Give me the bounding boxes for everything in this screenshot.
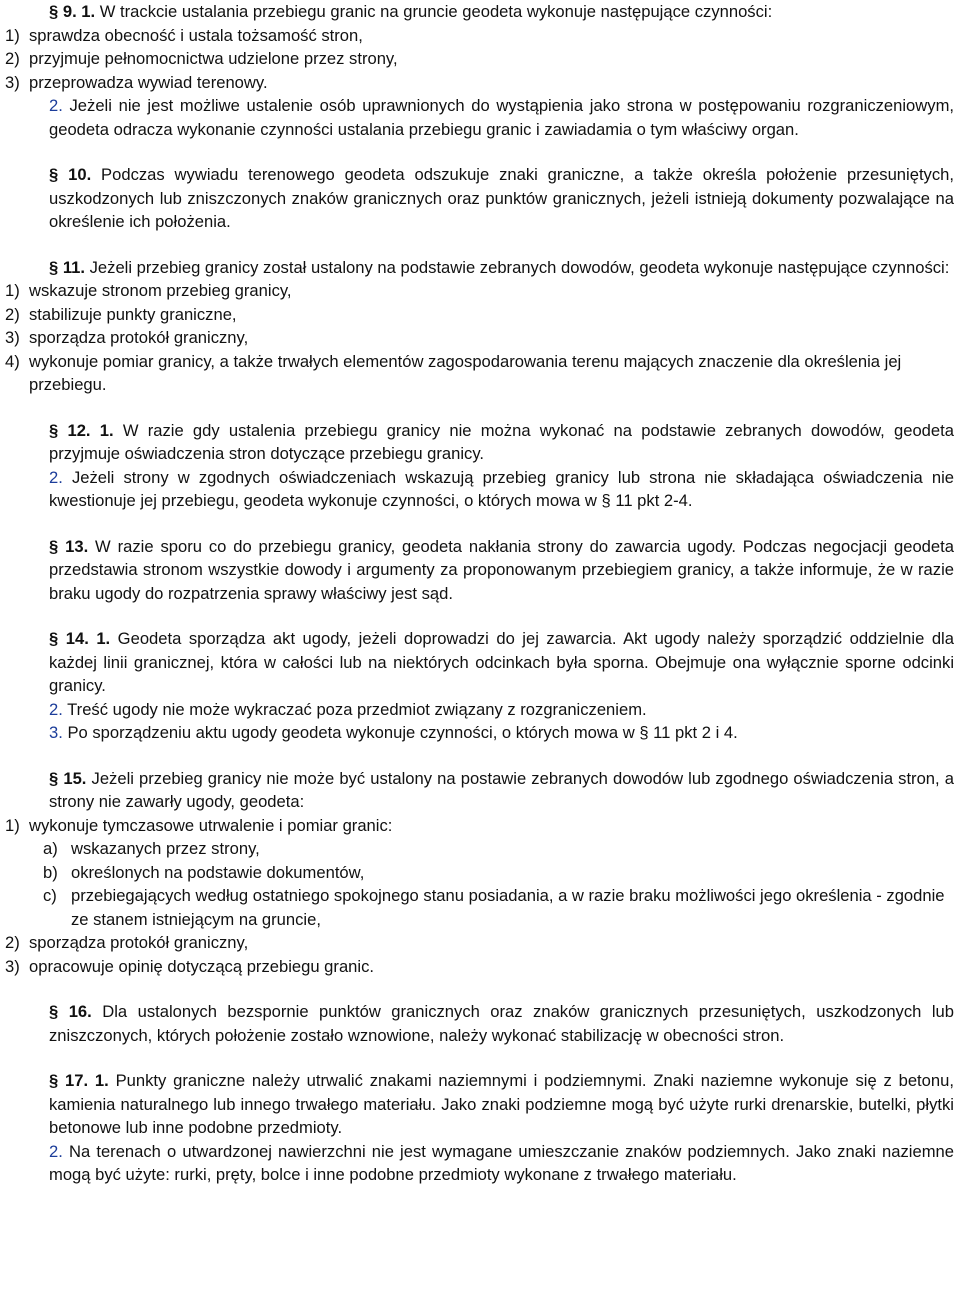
- section-14-paragraph-3: 3. Po sporządzeniu aktu ugody geodeta wykonuje czynności, o których mowa w § 11 pkt 2 i 4.: [49, 723, 738, 742]
- list-item: 1) sprawdza obecność i ustala tożsamość stron,: [5, 25, 363, 45]
- section-11-number: 11.: [62, 257, 86, 277]
- section-15-number: 15.: [63, 768, 87, 788]
- section-11-lead: § 11. Jeżeli przebieg granicy został ustalony na podstawie zebranych dowodów, geodeta wykonuje następujące czynności:: [49, 257, 950, 277]
- list-item: 2) stabilizuje punkty graniczne,: [5, 304, 237, 324]
- list-item: 3) sporządza protokół graniczny,: [5, 328, 249, 347]
- section-14-lead: § 14. 1. Geodeta sporządza akt ugody, jeżeli doprowadzi do jej zawarcia. Akt ugody należy sporządzić oddzielnie dla każdej linii granicznej, która w całości lub na niektórych odcinkach była sporna. Obejmuje ona wyłącznie sporne odcinki granicy.: [49, 629, 954, 695]
- section-13: § 13. W razie sporu co do przebiegu granicy, geodeta nakłania strony do zawarcia ugody. Podczas negocjacji geodeta przedstawia stronom wszystkie dowody i argumenty za proponowanym przebiegiem granicy, a także informuje, że w razie braku ugody do rozpatrzenia sprawy właściwy jest sąd.: [49, 536, 954, 603]
- list-item: 3) przeprowadza wywiad terenowy.: [5, 72, 268, 92]
- list-item: 2) sporządza protokół graniczny,: [5, 933, 249, 952]
- section-12-lead: § 12. 1. W razie gdy ustalenia przebiegu granicy nie można wykonać na podstawie zebranych dowodów, geodeta przyjmuje oświadczenia stron dotyczące przebiegu granicy.: [49, 420, 954, 463]
- list-item: 2) przyjmuje pełnomocnictwa udzielone przez strony,: [5, 49, 398, 68]
- section-17-paragraph-2: 2. Na terenach o utwardzonej nawierzchni nie jest wymagane umieszczanie znaków podziemnych. Jako znaki naziemne mogą być użyte: rurki, pręty, bolce i inne podobne przedmioty wykonane z trwałego materiału.: [49, 1141, 954, 1184]
- section-14-paragraph-2: 2. Treść ugody nie może wykraczać poza przedmiot związany z rozgraniczeniem.: [49, 699, 647, 719]
- section-16: § 16. Dla ustalonych bezspornie punktów granicznych oraz znaków granicznych przesuniętych, uszkodzonych lub zniszczonych, których położenie zostało wznowione, należy wykonać stabilizację w obecności stron.: [49, 1002, 954, 1045]
- section-9-lead: § 9. 1. W trackcie ustalania przebiegu granic na gruncie geodeta wykonuje następujące czynności:: [49, 2, 773, 21]
- section-12-paragraph-2: 2. Jeżeli strony w zgodnych oświadczeniach wskazują przebieg granicy lub strona nie składająca oświadczenia nie kwestionuje jej przebiegu, geodeta wykonuje czynności, o których mowa w § 11 pkt 2-4.: [49, 467, 954, 510]
- sub-list-item: b) określonych na podstawie dokumentów,: [43, 862, 365, 882]
- section-17-number: 17. 1.: [65, 1071, 109, 1090]
- list-item: 4) wykonuje pomiar granicy, a także trwałych elementów zagospodarowania terenu mających znaczenie dla określenia jej przebiegu.: [5, 351, 902, 394]
- sub-list-item: c) przebiegających według ostatniego spokojnego stanu posiadania, a w razie braku możliwości jego określenia - zgodnie ze stanem istniejącym na gruncie,: [43, 886, 945, 929]
- list-item: 1) wskazuje stronom przebieg granicy,: [5, 281, 292, 300]
- sub-list-item: a) wskazanych przez strony,: [43, 839, 260, 858]
- section-10-number: 10.: [68, 165, 92, 184]
- section-9-paragraph-2: 2. Jeżeli nie jest możliwe ustalenie osób uprawnionych do wystąpienia jako strona w postępowaniu rozgraniczeniowym, geodeta odracza wykonanie czynności ustalania przebiegu granic i zawiadamia o tym właściwy organ.: [49, 96, 954, 139]
- section-12-number: 12. 1.: [67, 420, 114, 440]
- section-17-lead: § 17. 1. Punkty graniczne należy utrwalić znakami naziemnymi i podziemnymi. Znaki naziemne wykonuje się z betonu, kamienia naturalnego lub innego trwałego materiału. Jako znaki podziemne mogą być użyte rurki drenarskie, butelki, płytki betonowe lub inne podobne przedmioty.: [49, 1071, 954, 1137]
- section-16-number: 16.: [68, 1002, 92, 1021]
- section-10: § 10. Podczas wywiadu terenowego geodeta odszukuje znaki graniczne, a także określa położenie przesuniętych, uszkodzonych lub zniszczonych znaków granicznych oraz punktów granicznych, jeżeli istnieją dokumenty pozwalające na określenie ich położenia.: [49, 165, 954, 231]
- list-item: 3) opracowuje opinię dotyczącą przebiegu granic.: [5, 956, 374, 976]
- list-item: 1) wykonuje tymczasowe utrwalenie i pomiar granic:: [5, 815, 393, 835]
- section-13-number: 13.: [65, 536, 89, 556]
- section-14-number: 14. 1.: [65, 629, 111, 648]
- section-9-number: 9. 1.: [62, 2, 96, 21]
- section-15-lead: § 15. Jeżeli przebieg granicy nie może być ustalony na postawie zebranych dowodów lub zgodnego oświadczenia stron, a strony nie zawarły ugody, geodeta:: [49, 768, 954, 811]
